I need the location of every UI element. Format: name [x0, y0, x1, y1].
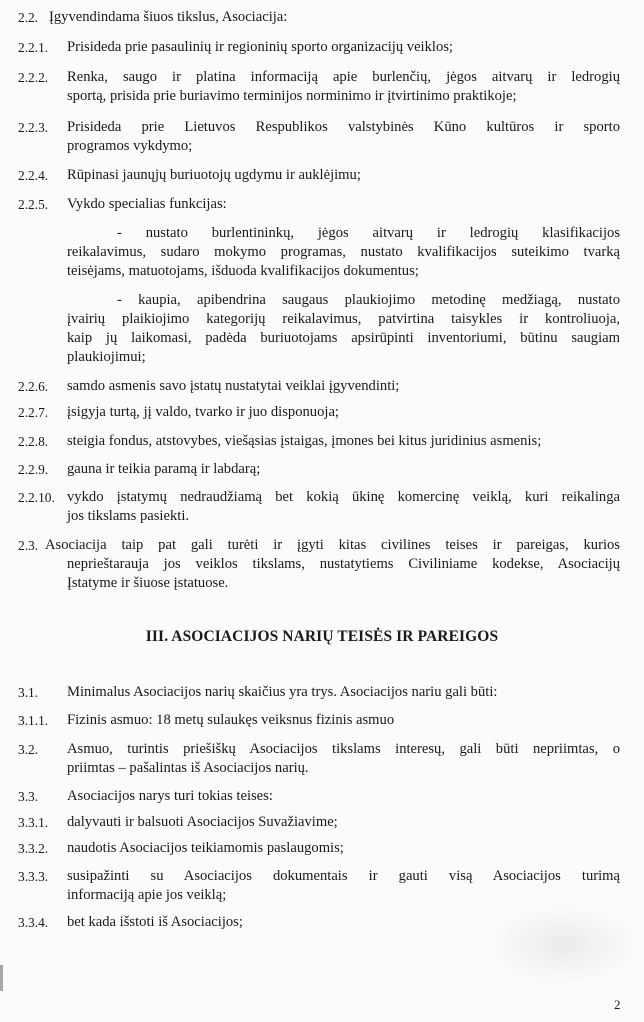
clause-text: Įstatyme ir šiuose įstatuose. — [67, 575, 229, 591]
clause-number: 2.2.2. — [18, 70, 49, 85]
clause-number: 2.2.6. — [18, 379, 49, 394]
bullet-text: plaukiojimui; — [67, 349, 146, 365]
clause-number: 2.2.8. — [18, 434, 49, 449]
clause-text: neprieštarauja jos veiklos tikslams, nustatytiems Civiliniame kodekse, Asociacijų — [67, 556, 620, 572]
clause-number: 2.2.5. — [18, 197, 49, 212]
clause-number: 3.3. — [18, 789, 39, 804]
clause-text: Minimalus Asociacijos narių skaičius yra trys. Asociacijos nariu gali būti: — [67, 684, 498, 700]
clause-number: 3.3.1. — [18, 815, 49, 830]
clause-number: 3.2. — [18, 742, 39, 757]
clause-number: 2.2.7. — [18, 405, 49, 420]
bullet-text: įvairių plaikiojimo kategorijų reikalavimus, patvirtina taisykles ir kontroliuoja, — [67, 311, 620, 327]
clause-text: samdo asmenis savo įstatų nustatytai veiklai įgyvendinti; — [67, 378, 400, 394]
clause-text: Prisideda prie Lietuvos Respublikos valstybinės Kūno kultūros ir sporto — [67, 119, 620, 135]
clause-text: sportą, prisida prie buriavimo terminijos norminimo ir įtvirtinimo praktikoje; — [67, 88, 517, 104]
clause-text: informaciją apie jos veiklą; — [67, 887, 227, 903]
clause-number: 2.3. — [18, 538, 39, 553]
clause-number: 3.3.4. — [18, 915, 49, 930]
clause-number: 2.2. — [18, 10, 39, 25]
clause-text: naudotis Asociacijos teikiamomis paslaugomis; — [67, 840, 344, 856]
clause-number: 2.2.4. — [18, 168, 49, 183]
clause-text: Fizinis asmuo: 18 metų sulaukęs veiksnus fizinis asmuo — [67, 712, 395, 728]
clause-text: programos vykdymo; — [67, 138, 193, 154]
clause-number: 3.3.2. — [18, 841, 49, 856]
clause-text: Renka, saugo ir platina informaciją apie burlenčių, jėgos aitvarų ir ledrogių — [67, 69, 620, 85]
clause-number: 2.2.9. — [18, 462, 49, 477]
bullet-text: kaip jų laikomasi, padėda buriuotojams apsirūpinti inventoriumi, būtinu saugiam — [67, 330, 620, 346]
clause-text: priimtas – pašalintas iš Asociacijos narių. — [67, 760, 309, 776]
clause-text: Rūpinasi jaunųjų buriuotojų ugdymu ir auklėjimu; — [67, 167, 361, 183]
bullet-text: - nustato burlentininkų, jėgos aitvarų ir ledrogių klasifikacijos — [117, 225, 620, 241]
clause-text: Prisideda prie pasaulinių ir regioninių sporto organizacijų veiklos; — [67, 39, 453, 55]
clause-text: Asociacija taip pat gali turėti ir įgyti kitas civilines teises ir pareigas, kurios — [45, 537, 620, 553]
clause-number: 3.3.3. — [18, 869, 49, 884]
scan-edge-mark — [0, 965, 3, 991]
clause-text: įsigyja turtą, jį valdo, tvarko ir juo disponuoja; — [67, 404, 339, 420]
clause-text: susipažinti su Asociacijos dokumentais ir gauti visą Asociacijos turimą — [67, 868, 620, 884]
clause-text: gauna ir teikia paramą ir labdarą; — [67, 461, 261, 477]
bullet-text: - kaupia, apibendrina saugaus plaukiojimo metodinę medžiagą, nustato — [117, 292, 620, 308]
clause-number: 2.2.1. — [18, 40, 49, 55]
page-number: 2 — [614, 997, 621, 1012]
bullet-text: reikalavimus, sudaro mokymo programas, nustato kvalifikacijos suteikimo tvarką — [67, 244, 620, 260]
clause-text: Įgyvendindama šiuos tikslus, Asociacija: — [49, 9, 288, 25]
clause-text: vykdo įstatymų nedraudžiamą bet kokią ūkinę komercinę veiklą, kuri reikalinga — [67, 489, 620, 505]
bullet-text: teisėjams, matuotojams, išduoda kvalifikacijos dokumentus; — [67, 263, 419, 279]
clause-text: steigia fondus, atstovybes, viešąsias įstaigas, įmones bei kitus juridinius asmenis; — [67, 433, 542, 449]
clause-text: Asociacijos narys turi tokias teises: — [67, 788, 273, 804]
clause-number: 2.2.3. — [18, 120, 49, 135]
clause-number: 3.1. — [18, 685, 39, 700]
clause-text: jos tikslams pasiekti. — [67, 508, 190, 524]
clause-text: bet kada išstoti iš Asociacijos; — [67, 914, 243, 930]
clause-text: dalyvauti ir balsuoti Asociacijos Suvažiavime; — [67, 814, 338, 830]
clause-number: 3.1.1. — [18, 713, 49, 728]
clause-number: 2.2.10. — [18, 490, 55, 505]
clause-text: Vykdo specialias funkcijas: — [67, 196, 227, 212]
clause-text: Asmuo, turintis priešiškų Asociacijos tikslams interesų, gali būti nepriimtas, o — [67, 741, 620, 757]
show-through-smudge — [488, 905, 638, 985]
section-heading: III. ASOCIACIJOS NARIŲ TEISĖS IR PAREIGOS — [145, 628, 499, 645]
